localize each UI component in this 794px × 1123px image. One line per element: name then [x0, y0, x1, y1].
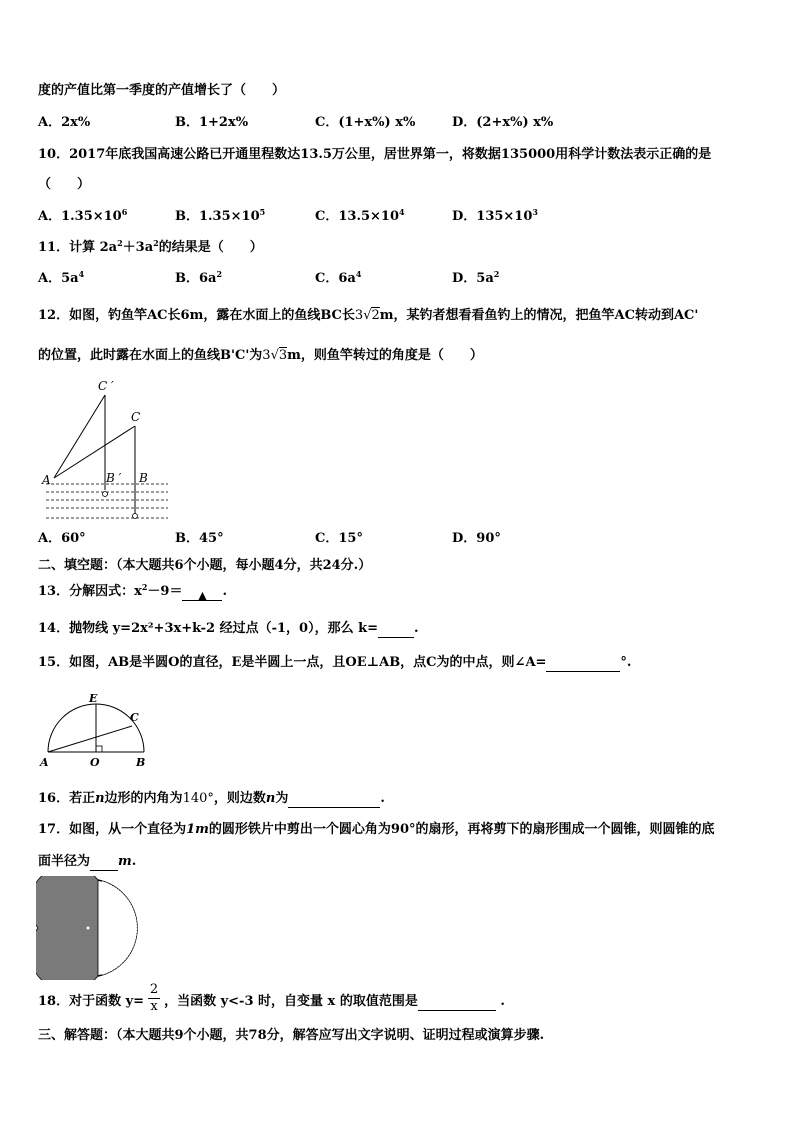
- q16: 16．若正n边形的内角为140°，则边数n为 .: [38, 791, 385, 806]
- q15: 15．如图，AB是半圆O的直径，E是半圆上一点，且OE⊥AB，点C为的中点，则∠A= °.: [38, 655, 632, 670]
- label-c: C: [130, 711, 139, 724]
- q17-line1: 17．如图，从一个直径为1m的圆形铁片中剪出一个圆心角为90°的扇形，再将剪下的扇形围成一个圆锥，则圆锥的底: [38, 822, 715, 837]
- q9-stem-tail: 度的产值比第一季度的产值增长了（ ）: [38, 83, 286, 98]
- circle-sector-figure: [36, 876, 140, 980]
- q12-option-d: D．90°: [452, 531, 501, 546]
- q17-answer-blank[interactable]: [90, 857, 118, 871]
- q12-option-a: A．60°: [38, 531, 86, 546]
- label-b: B: [139, 471, 148, 485]
- label-e: E: [89, 692, 98, 705]
- q18-fraction: 2 x: [149, 982, 159, 1014]
- q9-option-d: D．(2+x%) x%: [452, 115, 554, 130]
- q11-option-b: B．$6a^2$: [175, 269, 223, 286]
- q10-stem: 10．2017年底我国高速公路已开通里程数达13.5万公里，居世界第一，将数据135000用科学计数法表示正确的是: [38, 147, 712, 162]
- q14: 14．抛物线 y=2x²+3x+k-2 经过点（-1，0），那么 k= .: [38, 621, 419, 636]
- q10-option-c: C．$13.5\times 10^4$: [315, 207, 405, 224]
- q16-answer-blank[interactable]: [288, 794, 380, 808]
- q9-option-a: A．2x%: [38, 115, 91, 130]
- section-3-heading: 三、解答题：（本大题共9个小题，共78分，解答应写出文字说明、证明过程或演算步骤.: [38, 1028, 545, 1043]
- label-c-prime: C ′: [98, 379, 114, 393]
- q10-option-d: D．$135\times 10^3$: [452, 207, 538, 224]
- q10-paren: （ ）: [38, 177, 91, 192]
- label-a: A: [40, 756, 49, 769]
- q11-option-a: A．$5a^4$: [38, 269, 85, 286]
- q15-answer-blank[interactable]: [546, 658, 620, 672]
- label-c: C: [131, 410, 141, 424]
- q11-stem: 11．计算 $2a^2+3a^2$的结果是（ ）: [38, 238, 263, 255]
- q18: 18．对于函数 y= ，当函数 y<-3 时，自变量 x 的取值范围是 .: [38, 994, 505, 1009]
- q12-option-c: C．15°: [315, 531, 363, 546]
- section-2-heading: 二、填空题：（本大题共6个小题，每小题4分，共24分.）: [38, 558, 372, 573]
- q18-answer-blank[interactable]: [418, 997, 496, 1011]
- q10-option-b: B．$1.35\times 10^5$: [175, 207, 266, 224]
- label-o: O: [90, 756, 100, 769]
- q11-option-d: D．$5a^2$: [452, 269, 500, 286]
- q12-option-b: B．45°: [175, 531, 224, 546]
- q17-line2: 面半径为 m.: [38, 854, 137, 869]
- semicircle-figure: [36, 690, 156, 770]
- q13-answer-blank[interactable]: ▲: [182, 587, 222, 601]
- q11-option-c: C．$6a^4$: [315, 269, 362, 286]
- fishing-rod-figure: [38, 378, 173, 526]
- q9-option-c: C．(1+x%) x%: [315, 115, 416, 130]
- label-b-prime: B ′: [106, 471, 122, 485]
- q12-stem-line1: 12．如图，钓鱼竿AC长6m，露在水面上的鱼线BC长3√2m，某钓者想看看鱼钓上的情况，把鱼竿AC转动到AC': [38, 308, 699, 323]
- q9-option-b: B．1+2x%: [175, 115, 249, 130]
- q12-stem-line2: 的位置，此时露在水面上的鱼线B'C'为3√3m，则鱼竿转过的角度是（ ）: [38, 348, 483, 363]
- q14-answer-blank[interactable]: [378, 624, 414, 638]
- label-a: A: [42, 473, 51, 487]
- q13: 13．分解因式：$x^2-9=$ ▲ .: [38, 582, 227, 602]
- label-b: B: [136, 756, 146, 769]
- q10-option-a: A．$1.35\times 10^6$: [38, 207, 128, 224]
